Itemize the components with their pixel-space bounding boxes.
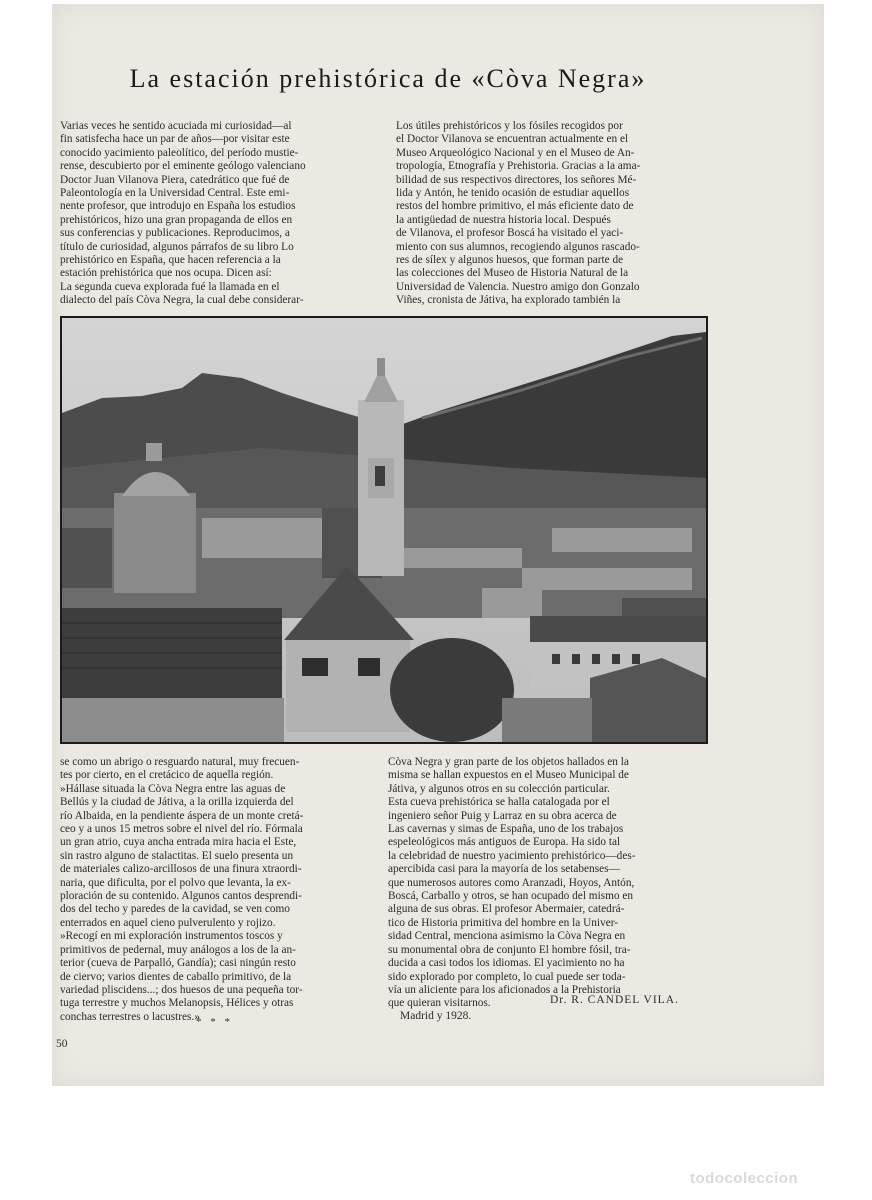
church-dome-building: [114, 493, 196, 593]
text-line: de ciervo; varios dientes de caballo primitivo, de la: [60, 970, 292, 983]
text-line: la celebridad de nuestro yacimiento prehistórico—des-: [388, 849, 636, 862]
text-line: dos del techo y paredes de la cavidad, se ven como: [60, 903, 290, 916]
text-line: su monumental obra de conjunto El hombre fósil, tra-: [388, 943, 631, 956]
section-separator: * * *: [196, 1016, 233, 1028]
text-line: las colecciones del Museo de Historia Natural de la: [396, 267, 629, 280]
watermark-logo: todocoleccion: [690, 1170, 799, 1187]
text-line: de materiales calizo-arcillosos de una finura xtraordi-: [60, 863, 302, 876]
text-line: tuga terrestre y muchos Melanopsis, Hélices y otras: [60, 997, 294, 1010]
text-line: fin satisfecha hace un par de años—por visitar este: [60, 133, 290, 146]
text-line: variedad pliscidens...; dos huesos de una pequeña tor-: [60, 983, 303, 996]
text-line: miento con sus alumnos, recogiendo algunos rascado-: [396, 240, 640, 253]
text-line: río Albaida, en la pendiente áspera de un monte cretá-: [60, 809, 304, 822]
text-line: ingeniero señor Puig y Larraz en su obra acerca de: [388, 809, 617, 822]
text-line: enterrados en aquel cieno pulverulento y rojizo.: [60, 916, 276, 929]
text-line: nente profesor, que introdujo en España los estudios: [60, 200, 296, 213]
text-line: Játiva, y algunos otros en su colección particular.: [388, 782, 610, 795]
text-line: Doctor Juan Vilanova Piera, catedrático que fué de: [60, 173, 290, 186]
text-line: Universidad de Valencia. Nuestro amigo don Gonzalo: [396, 280, 640, 293]
text-line: un gran atrio, cuya ancha entrada mira hacia el Este,: [60, 836, 297, 849]
dateline: Madrid y 1928.: [400, 1010, 472, 1022]
text-line: tico de Historia primitiva del hombre en la Univer-: [388, 916, 619, 929]
article-title: La estación prehistórica de «Còva Negra»: [129, 64, 647, 93]
text-line: res de sílex y algunos huesos, que forman parte de: [396, 254, 624, 267]
column-top-left: [60, 120, 372, 308]
text-line: sus conferencias y publicaciones. Reproducimos, a: [60, 227, 290, 240]
text-line: apercibida casi para la mayoría de los setabenses—: [388, 863, 620, 876]
text-line: restos del hombre primitivo, el más eficiente dato de: [396, 200, 634, 213]
text-line: prehistóricos, hizo una gran propaganda de ellos en: [60, 213, 293, 226]
text-line: Museo Arqueológico Nacional y en el Museo de An-: [396, 146, 635, 159]
text-line: que quieran visitarnos.: [388, 997, 491, 1010]
column-bottom-right: [388, 756, 710, 1011]
tree: [390, 638, 514, 742]
text-line: sido explorado por completo, lo cual puede ser toda-: [388, 970, 626, 983]
column-bottom-left: [60, 756, 374, 1024]
text-line: primitivos de pedernal, muy análogos a los de la an-: [60, 943, 296, 956]
text-line: tes por cierto, en el cretácico de aquella región.: [60, 769, 274, 782]
text-line: vía un aliciente para los aficionados a la Prehistoria: [388, 983, 621, 996]
text-line: Las cavernas y simas de España, uno de los trabajos: [388, 823, 624, 836]
text-line: conocido yacimiento paleolítico, del período mustie-: [60, 146, 299, 159]
text-line: »Hállase situada la Còva Negra entre las aguas de: [60, 782, 286, 795]
text-line: lida y Antón, he tenido ocasión de estudiar aquellos: [396, 187, 630, 200]
page-number: 50: [56, 1038, 68, 1050]
town-photograph: [60, 316, 708, 744]
text-line: La segunda cueva explorada fué la llamada en el: [60, 280, 280, 293]
text-line: conchas terrestres o lacustres.»: [60, 1010, 200, 1023]
text-line: Còva Negra y gran parte de los objetos hallados en la: [388, 756, 629, 768]
text-line: tropología, Etnografía y Prehistoria. Gracias a la ama-: [396, 160, 641, 173]
text-line: título de curiosidad, algunos párrafos de su libro Lo: [60, 240, 294, 253]
text-line: que numerosos autores como Aranzadi, Hoyos, Antón,: [388, 876, 635, 889]
text-line: sidad Central, menciona asimismo la Còva Negra en: [388, 930, 626, 943]
text-line: Los útiles prehistóricos y los fósiles recogidos por: [396, 120, 623, 132]
text-line: rense, descubierto por el eminente geólogo valenciano: [60, 160, 306, 173]
text-line: prehistórico en España, que hacen referencia a la: [60, 254, 281, 267]
text-line: ducida a casi todos los idiomas. El yacimiento no ha: [388, 957, 625, 970]
text-line: sin rastro alguno de stalactitas. El suelo presenta un: [60, 849, 294, 862]
text-line: ploración de su contenido. Algunos cantos desprendi-: [60, 890, 302, 903]
text-line: bilidad de sus respectivos directores, los señores Mé-: [396, 173, 637, 186]
text-line: ceo y a unos 15 metros sobre el nivel del río. Fórmala: [60, 823, 303, 836]
text-line: »Recogí en mi exploración instrumentos toscos y: [60, 930, 283, 943]
text-line: Paleontología en la Universidad Central. Este emi-: [60, 187, 290, 200]
text-line: terior (cueva de Parpalló, Gandía); casi ningún resto: [60, 957, 296, 970]
text-line: Boscá, Carballo y otros, se han ocupado del mismo en: [388, 890, 634, 903]
text-line: alguna de sus obras. El profesor Abermaier, catedrá-: [388, 903, 625, 916]
text-line: Esta cueva prehistórica se halla catalogada por el: [388, 796, 610, 809]
text-line: dialecto del país Còva Negra, la cual debe considerar-: [60, 294, 304, 307]
text-line: el Doctor Vilanova se encuentran actualmente en el: [396, 133, 629, 146]
text-line: Bellús y la ciudad de Játiva, a la orilla izquierda del: [60, 796, 294, 809]
text-line: Varias veces he sentido acuciada mi curiosidad—al: [60, 120, 292, 132]
text-line: espeleológicos más antiguos de Europa. Ha sido tal: [388, 836, 621, 849]
text-line: naria, que dificulta, por el polvo que levanta, la ex-: [60, 876, 291, 889]
column-top-right: [396, 120, 708, 308]
text-line: de Vilanova, el profesor Boscá ha visitado el yaci-: [396, 227, 624, 240]
text-line: se como un abrigo o resguardo natural, muy frecuen-: [60, 756, 300, 768]
text-line: estación prehistórica que nos ocupa. Dicen así:: [60, 267, 272, 280]
text-line: Viñes, cronista de Játiva, ha explorado también la: [396, 294, 621, 307]
text-line: misma se hallan expuestos en el Museo Municipal de: [388, 769, 629, 782]
author-signature: Dr. R. CANDEL VILA.: [550, 994, 679, 1006]
text-line: la antigüedad de nuestra historia local. Después: [396, 213, 611, 226]
